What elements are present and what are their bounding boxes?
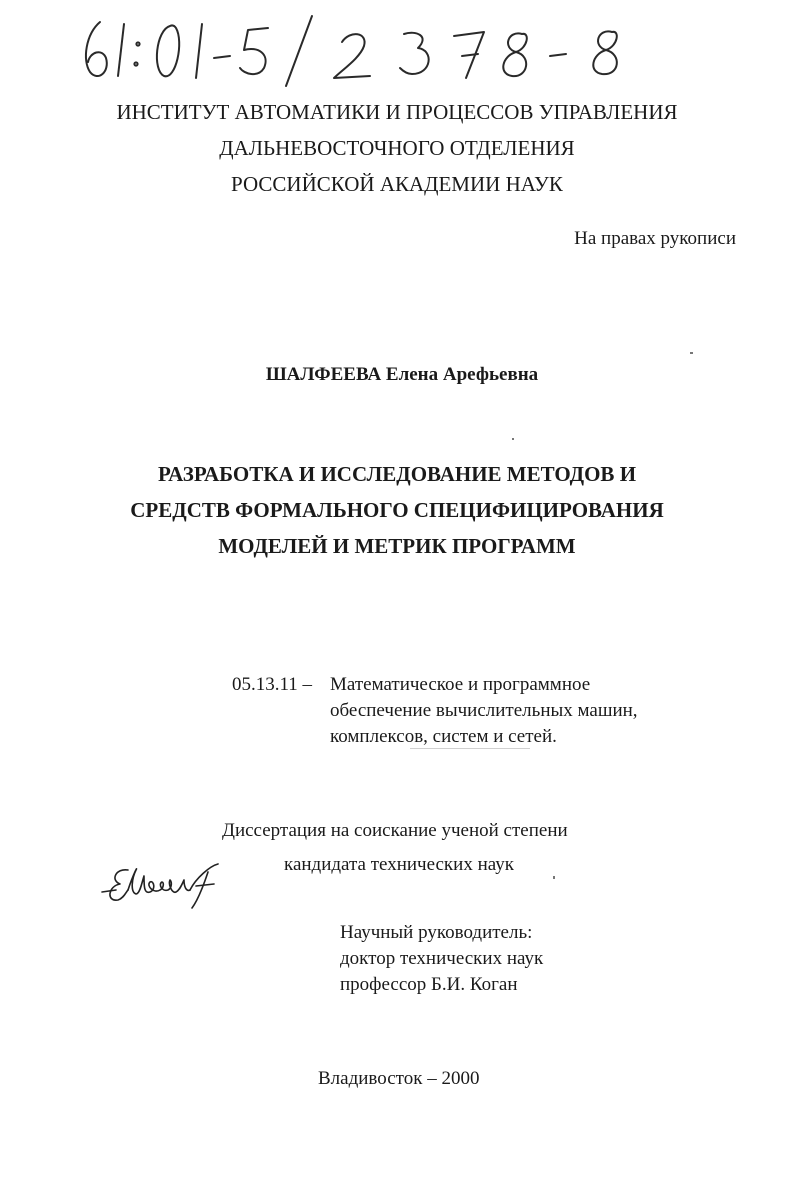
institute-line-1: ИНСТИТУТ АВТОМАТИКИ И ПРОЦЕССОВ УПРАВЛЕНИЯ	[116, 100, 678, 124]
institute-line-3: РОССИЙСКОЙ АКАДЕМИИ НАУК	[231, 172, 563, 196]
supervisor-block	[340, 920, 543, 998]
author-signature	[98, 862, 232, 910]
scan-speck	[553, 876, 555, 879]
scan-speck	[410, 748, 530, 749]
title-line-2: СРЕДСТВ ФОРМАЛЬНОГО СПЕЦИФИЦИРОВАНИЯ	[130, 498, 664, 522]
supervisor-line-1: Научный руководитель:	[340, 922, 533, 943]
degree-line-2: кандидата технических наук	[284, 854, 514, 875]
specialty-line-3: комплексов, систем и сетей.	[330, 726, 557, 747]
institute-line-2: ДАЛЬНЕВОСТОЧНОГО ОТДЕЛЕНИЯ	[219, 136, 575, 160]
degree-line-1: Диссертация на соискание ученой степени	[222, 820, 568, 841]
specialty-description	[330, 672, 660, 750]
scan-speck	[512, 438, 514, 440]
specialty-code: 05.13.11 –	[232, 674, 313, 695]
supervisor-line-3: профессор Б.И. Коган	[340, 974, 518, 995]
title-line-1: РАЗРАБОТКА И ИССЛЕДОВАНИЕ МЕТОДОВ И	[157, 462, 637, 486]
rights-note: На правах рукописи	[574, 228, 736, 249]
specialty-line-2: обеспечение вычислительных машин,	[330, 700, 638, 721]
city-year: Владивосток – 2000	[318, 1068, 480, 1089]
institute-name	[0, 94, 794, 202]
scan-speck	[690, 352, 693, 354]
author-name: ШАЛФЕЕВА Елена Арефьевна	[265, 364, 539, 385]
supervisor-line-2: доктор технических наук	[340, 948, 544, 969]
specialty-line-1: Математическое и программное	[330, 674, 591, 695]
handwritten-catalog-number	[72, 12, 652, 87]
dissertation-title	[0, 456, 794, 564]
title-line-3: МОДЕЛЕЙ И МЕТРИК ПРОГРАММ	[218, 534, 576, 558]
